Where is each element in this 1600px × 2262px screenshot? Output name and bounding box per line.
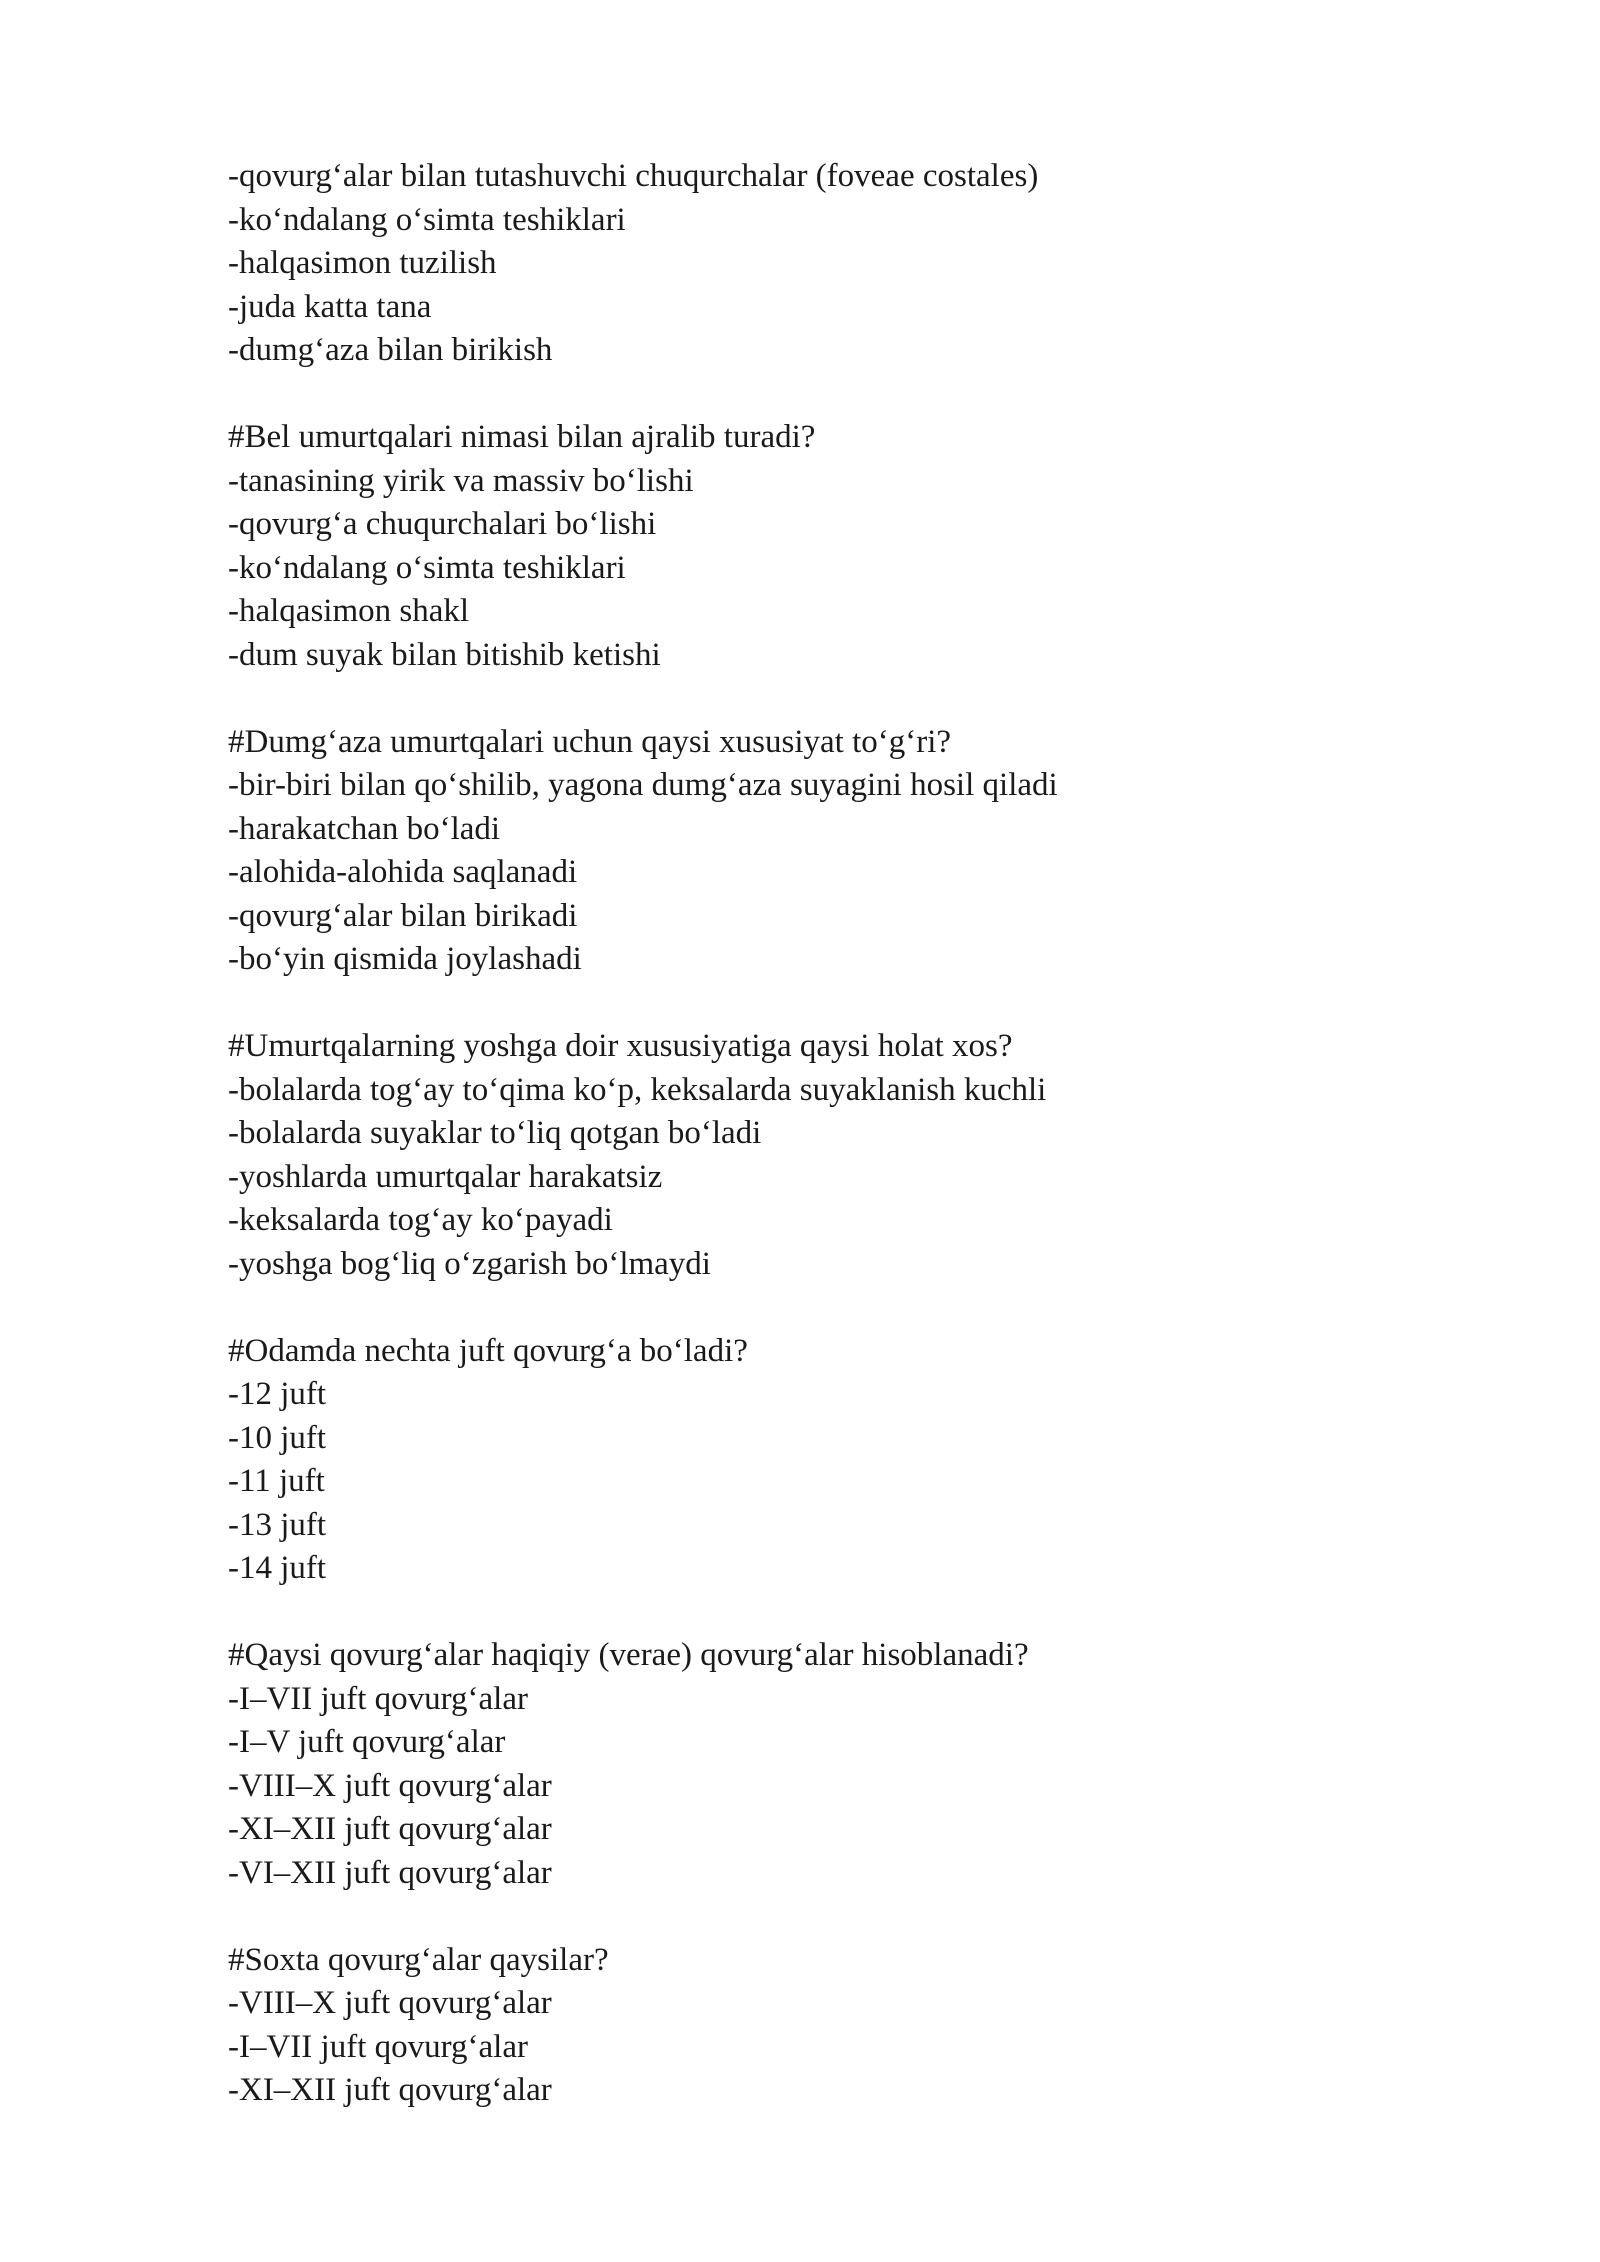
answer-option: -14 juft [228, 1550, 327, 1586]
answer-option: -harakatchan bo‘ladi [228, 810, 501, 847]
answer-option: -bolalarda tog‘ay to‘qima ko‘p, keksalarda suyaklanish kuchli [228, 1071, 1047, 1108]
answer-option: -qovurg‘a chuqurchalari bo‘lishi [228, 506, 657, 542]
answer-option: -keksalarda tog‘ay ko‘payadi [228, 1202, 613, 1238]
answer-option: -halqasimon tuzilish [228, 245, 497, 281]
question-text: #Qaysi qovurg‘alar haqiqiy (verae) qovurg‘alar hisoblanadi? [228, 1637, 1029, 1673]
answer-option: -yoshlarda umurtqalar harakatsiz [228, 1158, 663, 1195]
question-block-1 [228, 155, 1428, 373]
answer-option: -I–VII juft qovurg‘alar [228, 1680, 528, 1717]
question-block-3 [228, 721, 1428, 982]
answer-option: -XI–XII juft qovurg‘alar [228, 1811, 552, 1847]
answer-option: -halqasimon shakl [228, 593, 470, 629]
answer-option: -ko‘ndalang o‘simta teshiklari [228, 201, 626, 238]
answer-option: -bo‘yin qismida joylashadi [228, 941, 582, 977]
question-text: #Bel umurtqalari nimasi bilan ajralib turadi? [228, 419, 816, 455]
answer-option: -dumg‘aza bilan birikish [228, 332, 553, 368]
answer-option: -I–V juft qovurg‘alar [228, 1724, 506, 1760]
answer-option: -yoshga bog‘liq o‘zgarish bo‘lmaydi [228, 1245, 711, 1282]
answer-option: -alohida-alohida saqlanadi [228, 854, 578, 890]
answer-option: -juda katta tana [228, 288, 432, 325]
question-block-6 [228, 1634, 1428, 1895]
question-block-2 [228, 416, 1428, 677]
question-block-7 [228, 1939, 1428, 2113]
document-page [228, 155, 1428, 2113]
question-text: #Odamda nechta juft qovurg‘a bo‘ladi? [228, 1332, 748, 1369]
answer-option: -11 juft [228, 1463, 325, 1499]
answer-option: -I–VII juft qovurg‘alar [228, 2028, 528, 2065]
answer-option: -bolalarda suyaklar to‘liq qotgan bo‘ladi [228, 1115, 762, 1151]
answer-option: -10 juft [228, 1419, 327, 1456]
answer-option: -XI–XII juft qovurg‘alar [228, 2072, 552, 2108]
answer-option: -VIII–X juft qovurg‘alar [228, 1985, 552, 2021]
answer-option: -VIII–X juft qovurg‘alar [228, 1767, 552, 1804]
answer-option: -13 juft [228, 1506, 327, 1543]
question-block-5 [228, 1330, 1428, 1591]
answer-option: -qovurg‘alar bilan tutashuvchi chuqurchalar (foveae costales) [228, 158, 1039, 194]
question-text: #Umurtqalarning yoshga doir xususiyatiga qaysi holat xos? [228, 1028, 1013, 1064]
answer-option: -tanasining yirik va massiv bo‘lishi [228, 462, 694, 499]
question-text: #Soxta qovurg‘alar qaysilar? [228, 1941, 609, 1978]
question-block-4 [228, 1025, 1428, 1286]
answer-option: -qovurg‘alar bilan birikadi [228, 897, 578, 934]
answer-option: -VI–XII juft qovurg‘alar [228, 1854, 552, 1891]
question-text: #Dumg‘aza umurtqalari uchun qaysi xususiyat to‘g‘ri? [228, 723, 952, 760]
answer-option: -bir-biri bilan qo‘shilib, yagona dumg‘aza suyagini hosil qiladi [228, 767, 1058, 803]
answer-option: -ko‘ndalang o‘simta teshiklari [228, 549, 626, 586]
answer-option: -dum suyak bilan bitishib ketishi [228, 636, 661, 673]
answer-option: -12 juft [228, 1376, 327, 1412]
